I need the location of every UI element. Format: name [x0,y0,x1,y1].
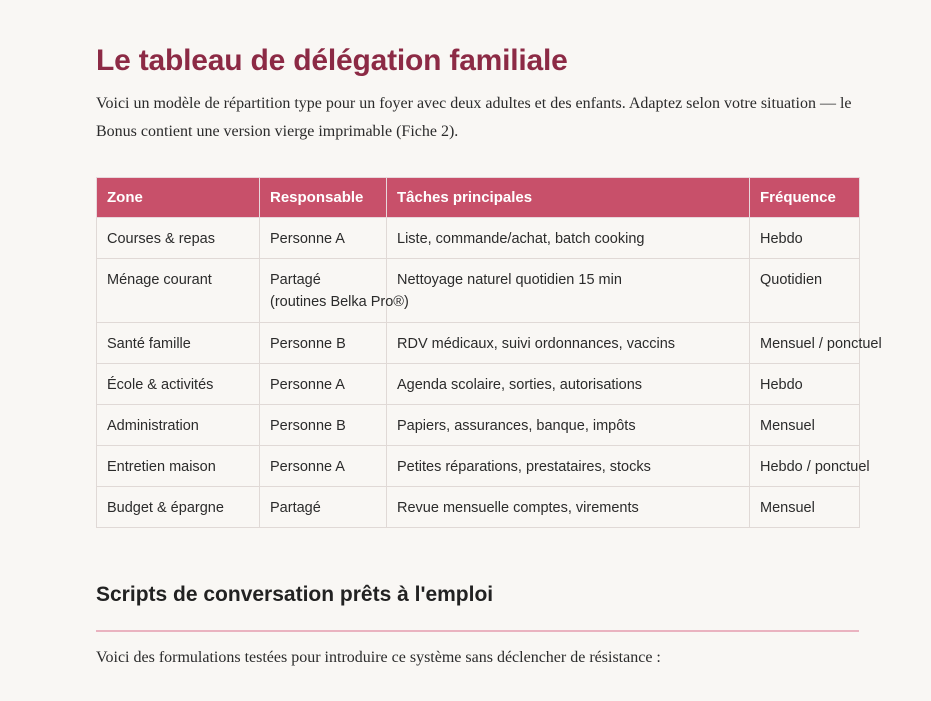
table-row [97,405,860,446]
cell-frequence: Hebdo [750,218,860,259]
cell-frequence: Quotidien [750,259,860,323]
page-title: Le tableau de délégation familiale [96,44,568,77]
cell-taches: Agenda scolaire, sorties, autorisations [387,364,750,405]
table-row [97,259,860,323]
table-row [97,487,860,528]
cell-taches: Liste, commande/achat, batch cooking [387,218,750,259]
section-heading: Scripts de conversation prêts à l'emploi [96,583,494,606]
table-row [97,446,860,487]
responsable-label: Partagé [270,272,321,288]
responsable-note: (routines Belka Pro®) [270,294,409,310]
cell-responsable: Personne A [260,218,387,259]
cell-frequence: Mensuel / ponctuel [750,323,860,364]
table-header-row [97,178,860,218]
cell-responsable: Personne B [260,405,387,446]
header-responsable: Responsable [260,178,387,218]
cell-frequence: Hebdo [750,364,860,405]
cell-taches: Nettoyage naturel quotidien 15 min [387,259,750,323]
cell-taches: Revue mensuelle comptes, virements [387,487,750,528]
cell-zone: Administration [97,405,260,446]
cell-responsable: Personne B [260,323,387,364]
cell-taches: Papiers, assurances, banque, impôts [387,405,750,446]
cell-zone: Courses & repas [97,218,260,259]
cell-zone: Entretien maison [97,446,260,487]
cell-taches: RDV médicaux, suivi ordonnances, vaccins [387,323,750,364]
cell-frequence: Mensuel [750,487,860,528]
cell-zone: École & activités [97,364,260,405]
cell-zone: Budget & épargne [97,487,260,528]
cell-responsable: Personne A [260,364,387,405]
cell-responsable: Personne A [260,446,387,487]
header-zone: Zone [97,178,260,218]
header-frequence: Fréquence [750,178,860,218]
section-paragraph: Voici des formulations testées pour introduire ce système sans déclencher de résistance : [96,649,661,666]
cell-frequence: Hebdo / ponctuel [750,446,860,487]
header-taches: Tâches principales [387,178,750,218]
section-divider [96,630,859,632]
intro-paragraph: Voici un modèle de répartition type pour un foyer avec deux adultes et des enfants. Adaptez selon votre situation — le Bonus contient une version vierge imprimable (Fiche 2). [96,95,852,140]
table-row [97,323,860,364]
cell-zone: Santé famille [97,323,260,364]
cell-responsable: Partagé [260,487,387,528]
cell-zone: Ménage courant [97,259,260,323]
table-row [97,218,860,259]
cell-frequence: Mensuel [750,405,860,446]
delegation-table [96,177,882,528]
cell-responsable [260,259,409,323]
cell-taches: Petites réparations, prestataires, stocks [387,446,750,487]
table-row [97,364,860,405]
